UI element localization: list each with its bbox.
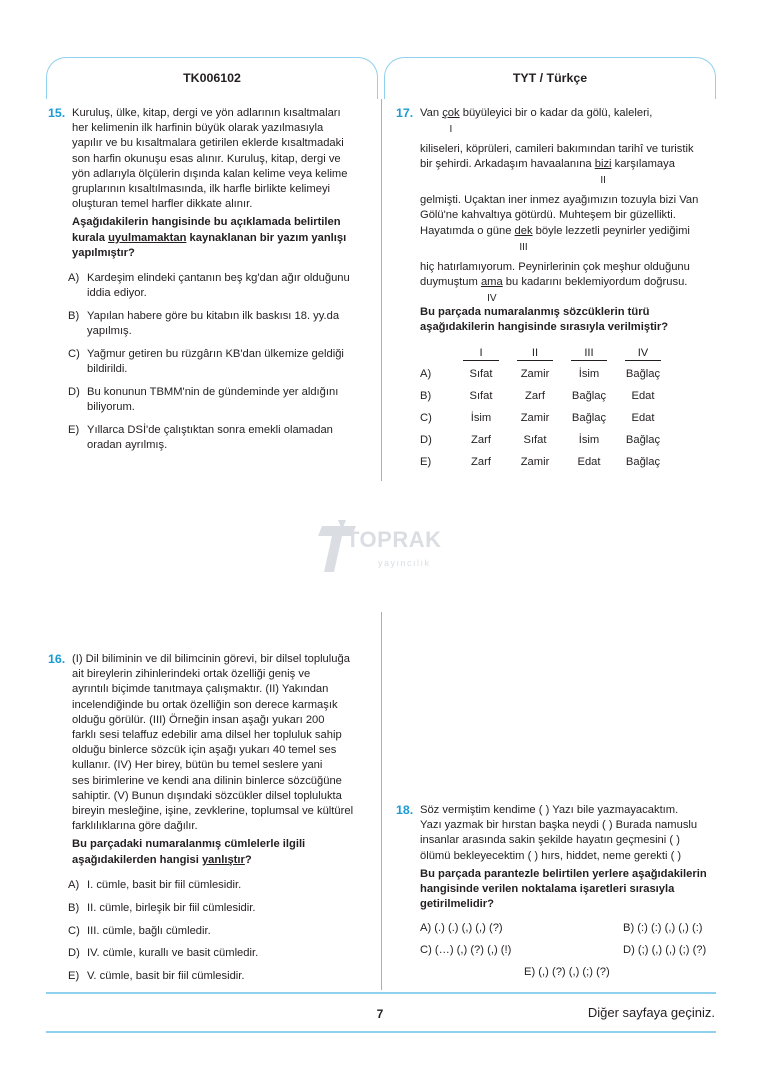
paragraph-line: duymuştum ama IV bu kadarını beklemiyordum doğrusu. bbox=[420, 275, 688, 304]
paragraph-line: Yazı yazmak bir hırstan başka neydi ( ) Burada namuslu bbox=[420, 819, 698, 832]
booklet-code: TK006102 bbox=[183, 71, 241, 85]
option-a[interactable]: A) I. cümle, basit bir fiil cümlesidir. bbox=[68, 878, 242, 891]
option-a[interactable]: A) (.) (.) (,) (,) (?) bbox=[420, 922, 503, 935]
paragraph-line: kiliseleri, köprüleri, camileri bakımından tarihî ve turistik bbox=[420, 143, 694, 155]
paragraph-line: olduğu binlerce sözcük için aşağı yukarı 40 temel ses bbox=[72, 744, 337, 757]
subject-title: TYT / Türkçe bbox=[512, 71, 588, 85]
paragraph-line: farklılıklarına göre dağılır. bbox=[72, 820, 198, 833]
column-divider-top bbox=[381, 99, 382, 481]
option-e[interactable]: E) Zarf Zamir Edat Bağlaç bbox=[420, 455, 661, 468]
paragraph-line: son harfin okunuşu esas alınır. Kuruluş, kitap, dergi ve bbox=[72, 152, 341, 165]
option-b[interactable]: B) Yapılan habere göre bu kitabın ilk baskısı 18. yy.da yapılmış. bbox=[68, 310, 340, 338]
paragraph-line: hiç hatırlamıyorum. Peynirlerinin çok meşhur olduğunu bbox=[420, 260, 690, 273]
answer-table bbox=[420, 343, 670, 473]
question-number: 17. bbox=[396, 106, 414, 120]
question-stem: Bu parçada numaralanmış sözcüklerin türü bbox=[420, 305, 650, 318]
marked-word-4: ama IV bbox=[480, 275, 503, 304]
option-c[interactable]: C) (…) (,) (?) (,) (!) bbox=[420, 944, 512, 957]
marked-word-1: çok I bbox=[442, 107, 460, 135]
paragraph-line: Kuruluş, ülke, kitap, dergi ve yön adlarının kısaltmaları bbox=[72, 107, 341, 119]
paragraph-line: bireyin mesleğine, işine, zevklerine, toplumsal ve kültürel bbox=[72, 805, 354, 818]
option-a[interactable]: A) Kardeşim elindeki çantanın beş kg'dan ağır olduğunu iddia ediyor. bbox=[68, 272, 350, 300]
paragraph-line: her kelimenin ilk harfinin büyük olarak yazılmasıyla bbox=[72, 122, 324, 135]
paragraph-line: Söz vermiştim kendime ( ) Yazı bile yazmayacaktım. bbox=[420, 804, 679, 816]
paragraph-line: oluşturan temel harfler dikkate alınır. bbox=[72, 198, 253, 211]
paragraph-line: yön adlarıyla ölçülerin dışında kalan kelime veya kelime bbox=[72, 167, 348, 180]
paragraph-line: kullanır. (IV) Her birey, bütün bu temel seslere yani bbox=[72, 759, 323, 772]
publisher-watermark bbox=[316, 516, 446, 576]
options-list bbox=[68, 878, 353, 988]
question-number: 16. bbox=[48, 652, 66, 666]
question-stem: aşağıdakilerin hangisinde sırasıyla verilmiştir? bbox=[420, 321, 669, 334]
paragraph-line: ayrıntılı biçimde tanıtmaya çalışmaktır. (II) Yakından bbox=[72, 683, 329, 696]
paragraph-line: Gölü'ne kahvaltıya götürdü. Muhteşem bir güzellikti. bbox=[420, 209, 676, 222]
paragraph-line: yapılır ve bu kısaltmalara getirilen eklerde kısaltmadaki bbox=[72, 137, 344, 150]
paragraph-line: ait bireylerin zihinlerindeki ortak özelliği geniş ve bbox=[72, 668, 311, 681]
footer-rule-bottom bbox=[46, 1031, 716, 1033]
option-e[interactable]: E) Yıllarca DSİ'de çalıştıktan sonra emekli olamadan oradan ayrılmış. bbox=[68, 424, 333, 452]
options-list bbox=[68, 271, 350, 471]
paragraph-line: farklı sesi telaffuz edebilir ama dilsel her topluluk sahip bbox=[72, 729, 342, 742]
watermark-brand: TOPRAK bbox=[346, 527, 442, 552]
option-d[interactable]: D) IV. cümle, kurallı ve basit cümledir. bbox=[68, 946, 259, 959]
paragraph-line: bir şehirdi. Arkadaşım havaalanına bizi II karşılamaya bbox=[420, 158, 675, 187]
paragraph-line: gelmişti. Uçaktan iner inmez ayağımızın tozuyla bizi Van bbox=[420, 194, 699, 207]
paragraph-line: gruplarının kısaltılmasında, ilk harfle birlikte kelimeyi bbox=[72, 183, 331, 196]
paragraph-line: ses birimlerine ve kendi ana dilinin binlerce sözcüğüne bbox=[72, 774, 342, 787]
marked-word-2: bizi II bbox=[594, 158, 612, 187]
watermark-sub: yayıncılık bbox=[378, 558, 431, 568]
question-body bbox=[420, 106, 698, 473]
option-c[interactable]: C) Yağmur getiren bu rüzgârın KB'dan ülkemize geldiği bildirildi. bbox=[68, 348, 344, 376]
paragraph-line: sahiptir. (V) Bunun dışındaki sözcükler dilsel toplulukta bbox=[72, 789, 342, 802]
marked-word-3: dek III bbox=[514, 224, 533, 253]
paragraph-line: ölümü bekleyecektim ( ) hırs, hiddet, neme gerekti ( ) bbox=[420, 849, 682, 862]
option-b[interactable]: B) II. cümle, birleşik bir fiil cümlesidir. bbox=[68, 901, 256, 914]
question-stem: getirilmelidir? bbox=[420, 898, 494, 911]
question-stem: yapılmıştır? bbox=[72, 246, 135, 259]
paragraph-line: incelendiğinde bu ortak özelliğin son derece karmaşık bbox=[72, 698, 338, 711]
paragraph-line: Van çok I büyüleyici bir o kadar da gölü, kaleleri, bbox=[420, 107, 653, 135]
page-number: 7 bbox=[376, 1007, 384, 1021]
question-stem: aşağıdakilerden hangisi yanlıştır? bbox=[72, 853, 252, 866]
column-divider-bottom bbox=[381, 612, 382, 990]
option-e[interactable]: E) (,) (?) (,) (;) (?) bbox=[524, 966, 610, 979]
option-c[interactable]: C) İsim Zamir Bağlaç Edat bbox=[420, 411, 655, 424]
question-stem: Bu parçada parantezle belirtilen yerlere aşağıdakilerin bbox=[420, 867, 707, 880]
option-e[interactable]: E) V. cümle, basit bir fiil cümlesidir. bbox=[68, 969, 245, 982]
footer-rule-top bbox=[46, 992, 716, 994]
option-c[interactable]: C) III. cümle, bağlı cümledir. bbox=[68, 924, 211, 937]
next-page-note: Diğer sayfaya geçiniz. bbox=[587, 1005, 715, 1020]
option-b[interactable]: B) Sıfat Zarf Bağlaç Edat bbox=[420, 389, 655, 402]
option-b[interactable]: B) (:) (:) (,) (,) (:) bbox=[623, 922, 703, 935]
question-stem: Bu parçadaki numaralanmış cümlelerle ilgili bbox=[72, 838, 306, 851]
paragraph-line: insanlar arasında sakin şekilde hayatın geçmesini ( ) bbox=[420, 834, 680, 847]
paragraph-line: Hayatımda o güne dek III böyle lezzetli peynirler yediğimi bbox=[420, 224, 690, 253]
paragraph-line: olduğu görülür. (III) Örneğin insan aşağı yukarı 200 bbox=[72, 713, 325, 726]
option-a[interactable]: A) Sıfat Zamir İsim Bağlaç bbox=[420, 367, 661, 380]
header-subject-box bbox=[384, 57, 716, 99]
option-d[interactable]: D) Zarf Sıfat İsim Bağlaç bbox=[420, 433, 661, 446]
question-number: 15. bbox=[48, 106, 66, 120]
question-body bbox=[68, 652, 354, 988]
question-number: 18. bbox=[396, 803, 414, 817]
option-d[interactable]: D) Bu konunun TBMM'nin de gündeminde yer aldığını biliyorum. bbox=[68, 386, 339, 414]
answer-table-header: I II III IV bbox=[420, 343, 670, 363]
question-body bbox=[420, 803, 707, 991]
question-body bbox=[68, 106, 350, 471]
question-stem: Aşağıdakilerin hangisinde bu açıklamada belirtilen bbox=[72, 216, 341, 229]
option-d[interactable]: D) (;) (,) (,) (;) (?) bbox=[623, 944, 707, 957]
question-stem: kurala uyulmamaktan kaynaklanan bir yazım yanlışı bbox=[72, 231, 347, 244]
paragraph-line: (I) Dil biliminin ve dil bilimcinin görevi, bir dilsel topluluğa bbox=[72, 653, 350, 665]
options-list bbox=[420, 921, 707, 991]
header-code-box bbox=[46, 57, 378, 99]
question-stem: hangisinde verilen noktalama işaretleri sırasıyla bbox=[420, 883, 675, 896]
